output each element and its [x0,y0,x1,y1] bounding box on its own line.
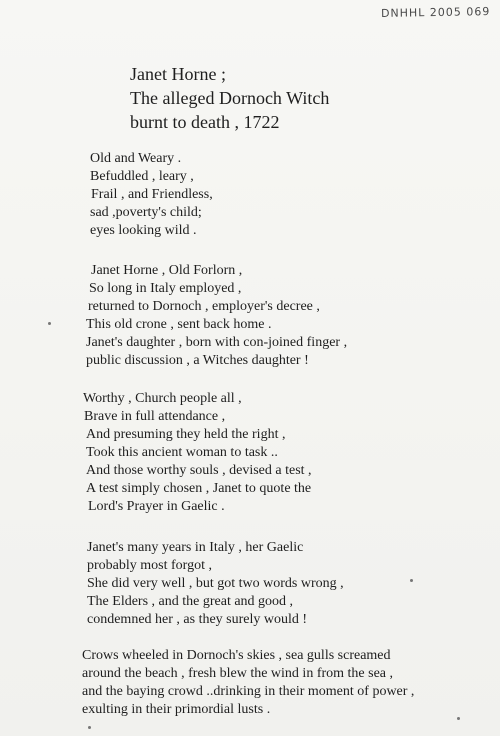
poem-line: She did very well , but got two words wrong , [87,576,344,591]
title-line: The alleged Dornoch Witch [130,88,330,108]
poem-line: A test simply chosen , Janet to quote the [86,481,312,496]
poem-line: and the baying crowd ..drinking in their moment of power , [82,684,415,699]
poem-line: The Elders , and the great and good , [87,594,294,609]
poem-line: exulting in their primordial lusts . [82,702,271,717]
poem-line: And presuming they held the right , [86,427,286,442]
poem-line: around the beach , fresh blew the wind in from the sea , [82,666,394,681]
scan-speck [457,717,460,720]
poem-line: And those worthy souls , devised a test , [86,463,312,478]
stanza-2 [88,262,347,370]
poem-line: Janet's daughter , born with con-joined finger , [86,335,348,350]
title-line: Janet Horne ; [130,64,226,84]
poem-line: Janet's many years in Italy , her Gaelic [87,540,304,555]
poem-line: Lord's Prayer in Gaelic . [88,499,225,514]
poem-line: Crows wheeled in Dornoch's skies , sea gulls screamed [82,648,391,663]
poem-line: condemned her , as they surely would ! [87,612,308,627]
stanza-5 [82,647,414,719]
archive-reference: DNHHL 2005 069 [380,5,491,20]
poem-line: Janet Horne , Old Forlorn , [91,263,243,278]
title-line: burnt to death , 1722 [130,112,280,132]
poem-line: probably most forgot , [87,558,212,573]
poem-line: sad ,poverty's child; [90,205,202,220]
poem-line: public discussion , a Witches daughter ! [86,353,309,368]
poem-line: eyes looking wild . [90,223,197,238]
poem-line: Frail , and Friendless, [91,187,213,202]
stanza-3 [83,390,312,516]
poem-line: Took this ancient woman to task .. [86,445,278,460]
poem-line: So long in Italy employed , [89,281,242,296]
poem-line: Old and Weary . [90,151,182,166]
poem-line: returned to Dornoch , employer's decree , [88,299,320,314]
scan-speck [88,726,91,729]
poem-line: Befuddled , leary , [90,169,194,184]
poem-line: Brave in full attendance , [84,409,226,424]
poem-title [130,62,329,134]
poem-line: This old crone , sent back home . [86,317,272,332]
scan-speck [410,579,413,582]
stanza-4 [87,539,344,629]
stanza-1 [90,150,213,240]
scan-speck [48,322,51,325]
poem-line: Worthy , Church people all , [83,391,242,406]
